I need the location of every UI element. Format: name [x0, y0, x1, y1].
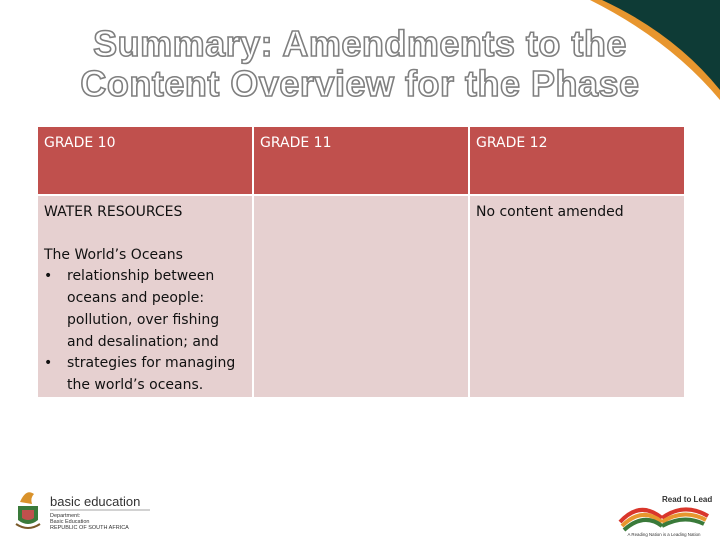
section-heading: WATER RESOURCES — [44, 204, 183, 220]
topic-bullet-list — [44, 266, 246, 396]
bullet-item: • strategies for managing the world’s oceans. — [44, 353, 246, 396]
cell-grade-11 — [253, 195, 469, 398]
bullet-item: • relationship between oceans and people: pollution, over fishing and desalination; and — [44, 266, 246, 353]
header-grade-12: GRADE 12 — [469, 126, 685, 195]
logo-tagline: A Reading Nation is a Leading Nation — [627, 532, 701, 537]
cell-grade-12: No content amended — [469, 195, 685, 398]
table-header-row — [37, 126, 685, 195]
header-grade-10: GRADE 10 — [37, 126, 253, 195]
basic-education-logo — [10, 484, 160, 534]
logo-dept-name: Basic Education — [50, 519, 90, 525]
logo-title: Read to Lead — [662, 495, 713, 504]
content-overview-table — [36, 125, 686, 399]
open-book-icon — [620, 509, 708, 530]
table-body-row — [37, 195, 685, 398]
logo-country: REPUBLIC OF SOUTH AFRICA — [50, 525, 129, 531]
logo-dept-line: Department: — [50, 513, 81, 519]
cell-grade-10 — [37, 195, 253, 398]
logo-name: basic education — [50, 494, 141, 509]
slide-title — [20, 24, 700, 104]
read-to-lead-logo — [612, 482, 716, 538]
coat-of-arms-icon — [16, 492, 40, 528]
header-grade-11: GRADE 11 — [253, 126, 469, 195]
topic-heading: The World’s Oceans — [44, 246, 183, 263]
slide-title-line-2: Content Overview for the Phase — [80, 63, 640, 104]
slide-title-line-1: Summary: Amendments to the — [93, 23, 627, 64]
